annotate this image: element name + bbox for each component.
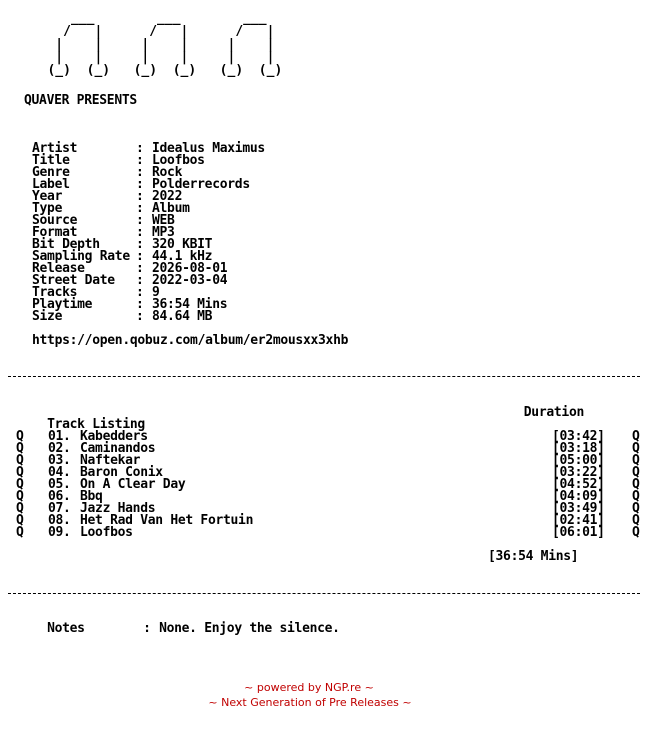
track-number: 07. (48, 501, 71, 516)
track-list (16, 431, 640, 539)
track-number: 08. (48, 513, 71, 528)
track-duration: [04:09] (552, 489, 605, 504)
track-title: Caminandos (80, 441, 156, 456)
notes-separator: : (143, 621, 151, 636)
track-title: Baron Conix (80, 465, 163, 480)
info-value: 2022-03-04 (152, 273, 228, 288)
track-marker-left: Q (16, 465, 24, 480)
track-duration: [05:00] (552, 453, 605, 468)
track-duration: [03:42] (552, 429, 605, 444)
info-label: Genre (32, 165, 70, 180)
footer-tagline: ~ Next Generation of Pre Releases ~ (208, 696, 412, 709)
info-row (32, 179, 265, 191)
info-separator: : (136, 225, 144, 240)
track-listing-title: Track Listing (47, 417, 145, 432)
info-separator: : (136, 189, 144, 204)
track-marker-left: Q (16, 489, 24, 504)
track-marker-left: Q (16, 501, 24, 516)
info-label: Format (32, 225, 78, 240)
info-value: 2026-08-01 (152, 261, 228, 276)
info-row (32, 311, 265, 323)
info-separator: : (136, 261, 144, 276)
info-label: Release (32, 261, 85, 276)
info-separator: : (136, 201, 144, 216)
info-label: Playtime (32, 297, 93, 312)
info-label: Tracks (32, 285, 78, 300)
info-separator: : (136, 153, 144, 168)
info-separator: : (136, 297, 144, 312)
track-row (16, 527, 640, 539)
track-marker-right: Q (632, 477, 640, 492)
track-duration: [04:52] (552, 477, 605, 492)
track-duration: [03:22] (552, 465, 605, 480)
info-label: Artist (32, 141, 78, 156)
info-value: Idealus Maximus (152, 141, 265, 156)
info-value: 36:54 Mins (152, 297, 228, 312)
track-marker-right: Q (632, 453, 640, 468)
track-number: 04. (48, 465, 71, 480)
track-marker-left: Q (16, 477, 24, 492)
notes-label: Notes (47, 621, 85, 636)
track-marker-left: Q (16, 429, 24, 444)
track-marker-right: Q (632, 441, 640, 456)
quaver-ascii-logo: ___ ___ ___ / | / | / | | | | | | | | | | | | | (_) (_) (_) (_) (_) (_) (47, 11, 283, 78)
duration-header: Duration (523, 405, 584, 420)
info-separator: : (136, 285, 144, 300)
track-duration: [06:01] (552, 525, 605, 540)
info-value: 44.1 kHz (152, 249, 213, 264)
track-number: 05. (48, 477, 71, 492)
track-number: 02. (48, 441, 71, 456)
info-value: 2022 (152, 189, 183, 204)
track-number: 03. (48, 453, 71, 468)
info-value: Loofbos (152, 153, 205, 168)
info-label: Bit Depth (32, 237, 100, 252)
info-separator: : (136, 273, 144, 288)
info-label: Label (32, 177, 70, 192)
info-value: 9 (152, 285, 160, 300)
track-title: Kabedders (80, 429, 148, 444)
release-info (32, 143, 265, 323)
track-marker-left: Q (16, 513, 24, 528)
divider (8, 593, 640, 594)
info-separator: : (136, 213, 144, 228)
track-marker-right: Q (632, 465, 640, 480)
track-title: Het Rad Van Het Fortuin (80, 513, 254, 528)
track-marker-right: Q (632, 525, 640, 540)
total-duration: [36:54 Mins] (488, 549, 579, 564)
info-label: Street Date (32, 273, 115, 288)
track-number: 01. (48, 429, 71, 444)
track-title: Jazz Hands (80, 501, 156, 516)
notes-row (32, 611, 340, 635)
info-value: 84.64 MB (152, 309, 213, 324)
info-separator: : (136, 177, 144, 192)
info-label: Year (32, 189, 63, 204)
info-value: 320 KBIT (152, 237, 213, 252)
track-number: 09. (48, 525, 71, 540)
track-title: Bbq (80, 489, 103, 504)
info-value: Rock (152, 165, 183, 180)
track-title: Loofbos (80, 525, 133, 540)
track-number: 06. (48, 489, 71, 504)
track-marker-left: Q (16, 525, 24, 540)
track-duration: [03:49] (552, 501, 605, 516)
track-marker-left: Q (16, 441, 24, 456)
info-row (32, 299, 265, 311)
track-row (16, 479, 640, 491)
info-separator: : (136, 309, 144, 324)
info-label: Type (32, 201, 63, 216)
track-marker-left: Q (16, 453, 24, 468)
info-separator: : (136, 165, 144, 180)
info-label: Source (32, 213, 78, 228)
info-value: Album (152, 201, 190, 216)
track-title: On A Clear Day (80, 477, 186, 492)
track-title: Naftekar (80, 453, 141, 468)
info-row (32, 191, 265, 203)
track-duration: [02:41] (552, 513, 605, 528)
presents-heading: QUAVER PRESENTS (24, 93, 137, 108)
track-marker-right: Q (632, 489, 640, 504)
info-label: Size (32, 309, 63, 324)
info-label: Title (32, 153, 70, 168)
album-url-link[interactable]: https://open.qobuz.com/album/er2mousxx3xhb (32, 333, 349, 348)
divider (8, 376, 640, 377)
track-marker-right: Q (632, 501, 640, 516)
footer-powered-by: ~ powered by NGP.re ~ (244, 681, 374, 694)
track-marker-right: Q (632, 513, 640, 528)
info-separator: : (136, 249, 144, 264)
info-value: WEB (152, 213, 175, 228)
info-separator: : (136, 237, 144, 252)
info-separator: : (136, 141, 144, 156)
track-marker-right: Q (632, 429, 640, 444)
info-value: MP3 (152, 225, 175, 240)
info-label: Sampling Rate (32, 249, 130, 264)
track-duration: [03:18] (552, 441, 605, 456)
notes-value: None. Enjoy the silence. (159, 621, 340, 636)
info-value: Polderrecords (152, 177, 250, 192)
